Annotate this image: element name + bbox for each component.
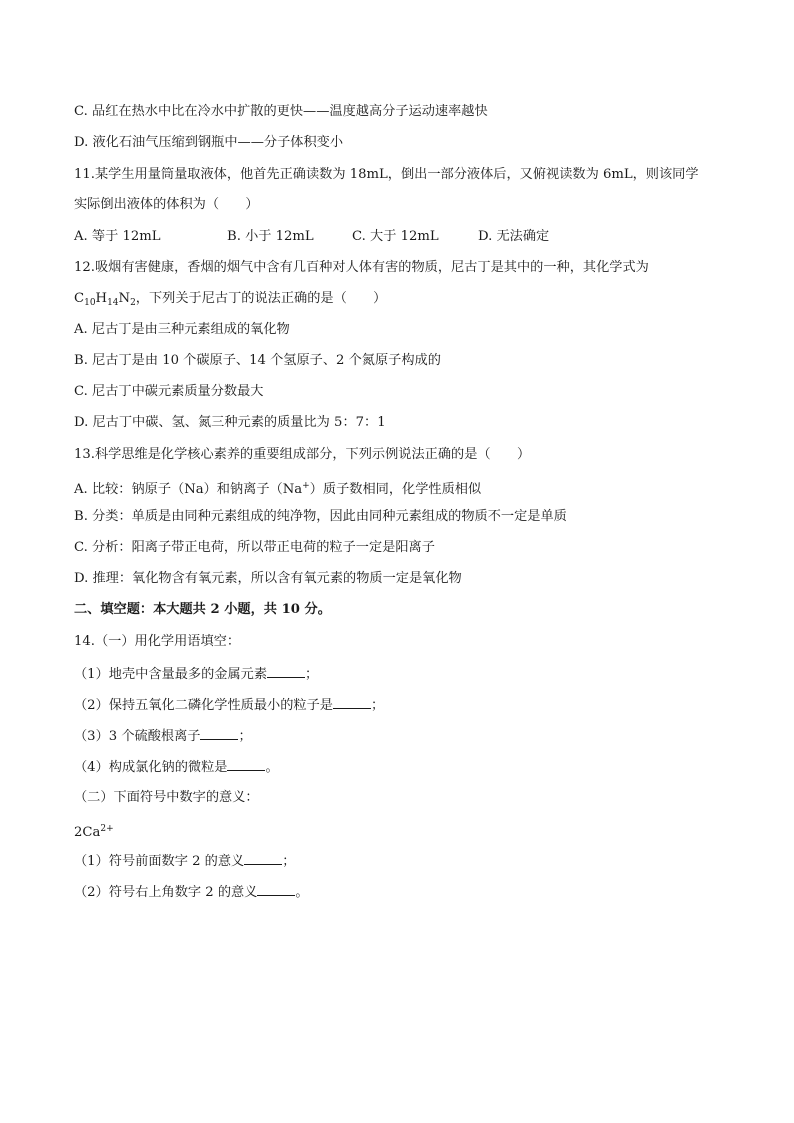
- q12-stem-rest: ，下列关于尼古丁的说法正确的是（ ）: [135, 291, 387, 306]
- calcium-symbol-base: 2Ca: [74, 825, 101, 840]
- q13-option-a-post: ）质子数相同，化学性质相似: [309, 482, 482, 497]
- q10-option-c: C. 品红在热水中比在冷水中扩散的更快——温度越高分子运动速率越快: [74, 104, 488, 119]
- q14-item6: [74, 882, 734, 902]
- q14-part2-title: （二）下面符号中数字的意义：: [74, 790, 259, 805]
- q12-option-d: D. 尼古丁中碳、氢、氮三种元素的质量比为 5：7：1: [74, 415, 386, 430]
- q14-item6-punct: 。: [295, 885, 309, 900]
- q13-option-d: D. 推理：氧化物含有氧元素，所以含有氧元素的物质一定是氧化物: [74, 571, 462, 586]
- nicotine-formula: [74, 291, 136, 306]
- q14-item4-punct: 。: [265, 760, 279, 775]
- q13-option-b: B. 分类：单质是由同种元素组成的纯净物，因此由同种元素组成的物质不一定是单质: [74, 509, 567, 524]
- q14-item2-punct: ；: [370, 698, 385, 713]
- q11-stem-line2: 实际倒出液体的体积为（ ）: [74, 197, 259, 212]
- calcium-ion-symbol: [74, 820, 734, 842]
- formula-c-subscript: 10: [84, 298, 96, 308]
- q14-item3-text: （3）3 个硫酸根离子: [74, 729, 201, 744]
- q13-option-a-pre: A. 比较：钠原子（Na）和钠离子（Na: [74, 482, 303, 497]
- q14-item1-punct: ；: [305, 667, 319, 682]
- q14-item6-blank: [257, 882, 295, 896]
- q14-item4-text: （4）构成氯化钠的微粒是: [74, 760, 228, 775]
- q12-stem-line2: [74, 290, 734, 312]
- q13-option-a: [74, 477, 734, 499]
- q14-item5-punct: ；: [282, 854, 296, 869]
- q14-item1-text: （1）地壳中含量最多的金属元素: [74, 667, 268, 682]
- q14-part1-title: 14.（一）用化学用语填空：: [74, 634, 241, 649]
- q14-item6-text: （2）符号右上角数字 2 的意义: [74, 885, 258, 900]
- q14-item3: [74, 726, 734, 746]
- q14-item5-text: （1）符号前面数字 2 的意义: [74, 854, 245, 869]
- q12-option-c: C. 尼古丁中碳元素质量分数最大: [74, 384, 264, 399]
- q13-option-c: C. 分析：阳离子带正电荷，所以带正电荷的粒子一定是阳离子: [74, 540, 435, 555]
- q11-option-a: A. 等于 12mL: [74, 229, 161, 244]
- section-2-title: 二、填空题：本大题共 2 小题，共 10 分。: [74, 602, 331, 617]
- q14-item1: [74, 664, 734, 684]
- formula-n-subscript: 2: [130, 298, 136, 308]
- calcium-symbol-charge: 2+: [100, 824, 114, 834]
- formula-h-subscript: 14: [107, 298, 119, 308]
- q14-item1-blank: [267, 664, 305, 678]
- q14-item2-text: （2）保持五氧化二磷化学性质最小的粒子是: [74, 698, 333, 713]
- q11-option-d: D. 无法确定: [478, 229, 550, 244]
- q13-stem: 13.科学思维是化学核心素养的重要组成部分，下列示例说法正确的是（ ）: [74, 447, 531, 462]
- q13-option-a-superscript: +: [302, 481, 310, 491]
- formula-c: C: [74, 291, 85, 306]
- q12-stem-line1: 12.吸烟有害健康，香烟的烟气中含有几百种对人体有害的物质，尼古丁是其中的一种，其化学式为: [74, 260, 649, 275]
- q14-item4: [74, 757, 734, 777]
- q10-option-d: D. 液化石油气压缩到钢瓶中——分子体积变小: [74, 135, 344, 150]
- q11-option-c: C. 大于 12mL: [352, 229, 439, 244]
- q14-item5-blank: [244, 851, 282, 865]
- q12-option-b: B. 尼古丁是由 10 个碳原子、14 个氢原子、2 个氮原子构成的: [74, 353, 441, 368]
- q14-item2-blank: [333, 695, 371, 709]
- q14-item4-blank: [227, 757, 265, 771]
- q14-item2: [74, 695, 734, 715]
- formula-n: N: [118, 291, 131, 306]
- q12-option-a: A. 尼古丁是由三种元素组成的氧化物: [74, 322, 290, 337]
- q14-item3-blank: [200, 726, 238, 740]
- q14-item5: [74, 851, 734, 871]
- formula-h: H: [95, 291, 108, 306]
- q14-item3-punct: ；: [238, 729, 252, 744]
- q11-option-b: B. 小于 12mL: [227, 229, 314, 244]
- q11-stem-line1: 11.某学生用量筒量取液体，他首先正确读数为 18mL，倒出一部分液体后，又俯视读数为 6mL，则该同学: [74, 167, 699, 182]
